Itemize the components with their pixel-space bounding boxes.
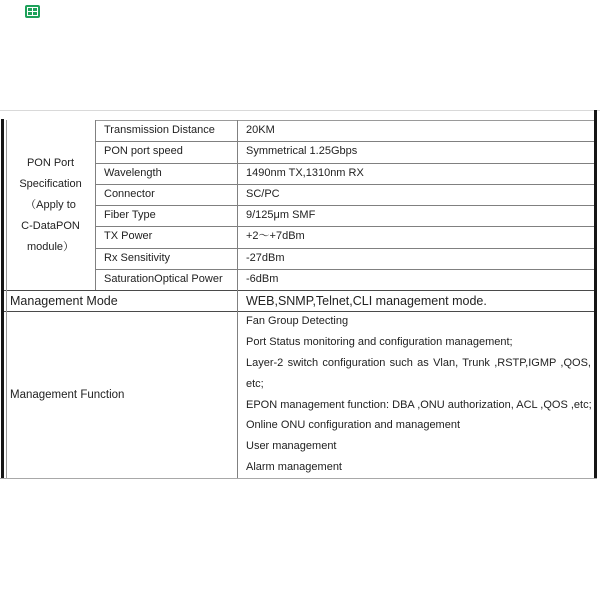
spec-param: Transmission Distance: [104, 124, 215, 136]
spec-param: Connector: [104, 188, 155, 200]
header-line: Specification: [19, 177, 82, 190]
function-line: Alarm management: [246, 461, 342, 474]
table-row: [95, 141, 595, 162]
table-row: [95, 184, 595, 205]
spec-value: SC/PC: [246, 188, 280, 200]
table-row: [95, 205, 595, 226]
table-row: [95, 226, 595, 247]
spreadsheet-icon: [25, 5, 40, 18]
spec-value: -27dBm: [246, 252, 285, 264]
spec-value: +2～+7dBm: [246, 230, 305, 242]
header-line: PON Port: [26, 156, 75, 169]
function-line: Online ONU configuration and management: [246, 419, 461, 432]
management-mode-value: WEB,SNMP,Telnet,CLI management mode.: [246, 294, 487, 308]
spec-param: TX Power: [104, 230, 153, 242]
spec-param: SaturationOptical Power: [104, 273, 223, 285]
function-line: EPON management function: DBA ,ONU authorization, ACL ,QOS ,etc;: [246, 398, 592, 411]
management-mode-label: Management Mode: [10, 294, 118, 308]
page-top-divider: [0, 110, 600, 111]
header-line: C-DataPON: [21, 219, 80, 232]
spec-param: Wavelength: [104, 167, 162, 179]
management-function-content: [246, 311, 591, 478]
spec-param: PON port speed: [104, 145, 183, 157]
table-row: [95, 120, 595, 141]
function-line: Fan Group Detecting: [246, 314, 349, 327]
management-function-label: Management Function: [10, 388, 125, 401]
header-line: module）: [26, 240, 75, 253]
spec-value: 9/125μm SMF: [246, 209, 316, 221]
table-row: [95, 163, 595, 184]
spec-value: 20KM: [246, 124, 275, 136]
function-line: Port Status monitoring and configuration management;: [246, 335, 513, 348]
table-bottom-border: [0, 478, 597, 479]
spec-param: Rx Sensitivity: [104, 252, 171, 264]
spec-value: Symmetrical 1.25Gbps: [246, 145, 358, 157]
spec-param: Fiber Type: [104, 209, 156, 221]
function-line: Layer-2 switch configuration such as Vlan, Trunk ,RSTP,IGMP ,QOS,: [246, 356, 591, 369]
spec-value: -6dBm: [246, 273, 279, 285]
table-row: [95, 269, 595, 290]
pon-port-specification-header: [6, 120, 95, 290]
function-line: User management: [246, 440, 337, 453]
table-row: [95, 248, 595, 269]
spec-value: 1490nm TX,1310nm RX: [246, 167, 364, 179]
header-line: （Apply to: [25, 198, 76, 211]
function-line: etc;: [246, 377, 264, 390]
